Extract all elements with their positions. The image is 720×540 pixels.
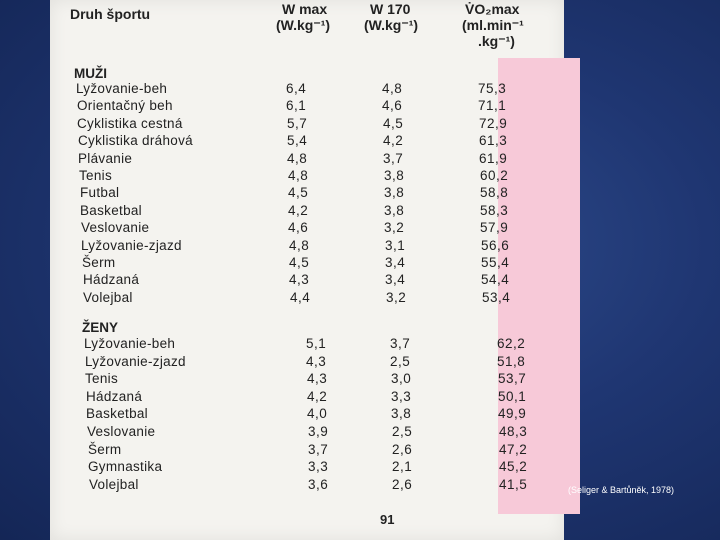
table-row-vo2max: 72,9 [479,115,508,131]
table-row-sport: Lyžovanie-beh [76,81,168,96]
table-row-vo2max: 45,2 [499,459,528,475]
table-row-wmax: 4,6 [288,220,309,236]
table-row-vo2max: 61,9 [479,150,508,166]
table-row-vo2max: 50,1 [498,388,527,404]
table-row-w170: 3,8 [384,202,405,218]
table-row-sport: Tenis [85,371,119,387]
table-row-w170: 3,8 [391,406,412,422]
header-w170-unit: (W.kg⁻¹) [364,17,419,33]
table-row-vo2max: 61,3 [479,133,508,149]
table-row-w170: 3,2 [384,220,405,236]
header-vo2max-unit-2: .kg⁻¹) [478,33,515,49]
table-row-wmax: 4,8 [287,150,308,166]
table-row-sport: Šerm [88,441,122,457]
table-row-wmax: 5,1 [306,336,327,351]
table-row-sport: Basketbal [80,202,142,218]
table-row-w170: 3,7 [383,150,404,166]
table-row-vo2max: 48,3 [499,424,528,439]
header-wmax: W max [282,1,328,17]
table-row-wmax: 4,8 [288,168,309,183]
table-row-vo2max: 56,6 [481,237,510,253]
header-wmax-unit: (W.kg⁻¹) [276,17,331,33]
table-row-vo2max: 47,2 [499,441,528,457]
table-row-sport: Futbal [80,185,120,201]
citation: (Seliger & Bartůněk, 1978) [568,485,675,495]
table-row-vo2max: 54,4 [481,272,510,288]
table-row-wmax: 4,0 [307,406,328,422]
table-row-wmax: 3,7 [308,441,329,457]
table-row-sport: Gymnastika [88,459,163,475]
table-row-wmax: 4,2 [307,388,328,404]
table-row-w170: 3,0 [391,371,412,387]
table-row-sport: Volejbal [83,289,133,305]
table-row-sport: Volejbal [89,476,139,492]
table-row-vo2max: 62,2 [497,336,526,351]
table-row-vo2max: 58,8 [480,185,509,201]
table-row-w170: 3,2 [386,289,407,305]
table-row-wmax: 4,5 [289,255,310,270]
table-row-wmax: 5,4 [287,133,308,149]
table-row-sport: Hádzaná [86,388,143,404]
table-row-w170: 3,8 [384,185,405,201]
table-row-w170: 2,5 [392,424,413,439]
table-row-w170: 2,6 [392,441,413,457]
table-row-vo2max: 49,9 [498,406,527,422]
table-row-vo2max: 75,3 [478,81,507,96]
table-row-sport: Lyžovanie-zjazd [81,237,182,253]
table-row-sport: Lyžovanie-beh [84,336,176,351]
table-row-vo2max: 60,2 [480,168,509,183]
page-number: 91 [380,512,395,527]
table-row-w170: 3,1 [385,237,406,253]
table-row-sport: Veslovanie [81,220,150,236]
table-row-sport: Šerm [82,255,116,270]
header-w170: W 170 [370,1,411,17]
table-row-w170: 3,4 [385,255,406,270]
table-row-wmax: 3,3 [308,459,329,475]
table-row-vo2max: 53,4 [482,289,511,305]
table-row-wmax: 4,5 [288,185,309,201]
header-sport: Druh športu [70,6,151,22]
table-row-sport: Cyklistika dráhová [78,133,193,149]
table-row-w170: 2,1 [392,459,413,475]
table-row-w170: 3,4 [385,272,406,288]
table-row-w170: 2,6 [392,476,413,492]
table-row-wmax: 4,3 [307,371,328,387]
women-section-title: ŽENY [82,320,119,335]
scanned-table-page [50,0,564,540]
header-vo2max-unit: (ml.min⁻¹ [462,17,524,33]
table-row-w170: 3,7 [390,336,411,351]
table-row-wmax: 4,3 [289,272,310,288]
table-row-wmax: 6,4 [286,81,307,96]
table-row-wmax: 4,3 [306,353,327,369]
table-row-sport: Veslovanie [87,424,156,439]
table-row-vo2max: 41,5 [499,476,528,492]
table-row-sport: Tenis [79,168,113,183]
table-row-vo2max: 58,3 [480,202,509,218]
table-row-vo2max: 51,8 [497,353,526,369]
table-row-w170: 4,5 [383,115,404,131]
table-row-sport: Basketbal [86,406,148,422]
table-row-wmax: 3,6 [308,476,329,492]
table-row-w170: 3,8 [384,168,405,183]
table-row-wmax: 3,9 [308,424,329,439]
table-row-w170: 3,3 [391,388,412,404]
table-row-wmax: 6,1 [286,98,307,114]
table-row-wmax: 4,4 [290,289,311,305]
table-row-sport: Lyžovanie-zjazd [85,353,186,369]
table-row-sport: Orientačný beh [77,98,173,114]
table-row-wmax: 4,2 [288,202,309,218]
table-row-vo2max: 55,4 [481,255,510,270]
table-row-wmax: 5,7 [287,115,308,131]
table-row-w170: 2,5 [390,353,411,369]
table-row-vo2max: 71,1 [478,98,507,114]
table-row-w170: 4,8 [382,81,403,96]
table-row-w170: 4,2 [383,133,404,149]
table-row-sport: Cyklistika cestná [77,115,183,131]
table-row-sport: Plávanie [78,150,133,166]
table-row-vo2max: 57,9 [480,220,509,236]
table-row-w170: 4,6 [382,98,403,114]
table-row-sport: Hádzaná [83,272,140,288]
header-vo2max: V̇O₂max [465,1,520,17]
table-row-vo2max: 53,7 [498,371,527,387]
table-row-wmax: 4,8 [289,237,310,253]
men-section-title: MUŽI [74,66,107,81]
